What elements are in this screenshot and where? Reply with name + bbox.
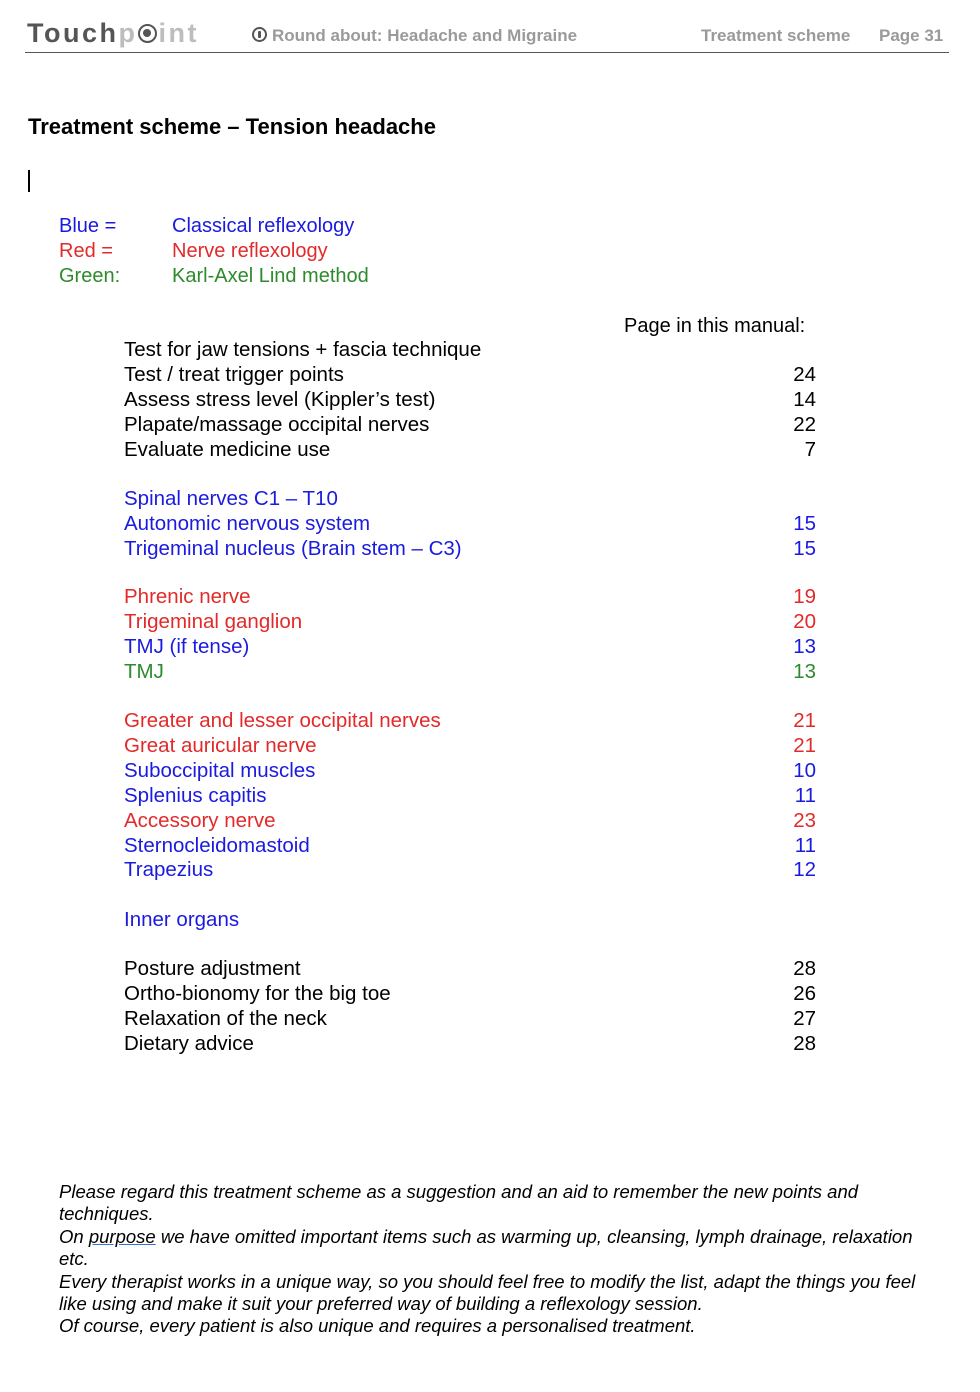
treatment-row: [124, 584, 816, 609]
treatment-label: Test for jaw tensions + fascia technique: [124, 338, 482, 361]
round-about-icon: [252, 27, 267, 42]
target-icon: [138, 24, 157, 43]
treatment-label: Great auricular nerve: [124, 734, 317, 757]
treatment-label: Ortho-bionomy for the big toe: [124, 982, 391, 1005]
treatment-page-number: 13: [793, 635, 816, 658]
treatment-row: [124, 857, 816, 882]
logo-int: int: [158, 18, 199, 48]
treatment-label: Accessory nerve: [124, 809, 276, 832]
legend-value: Classical reflexology: [172, 215, 355, 237]
treatment-page-number: 22: [793, 413, 816, 436]
page-header: [25, 14, 949, 53]
treatment-page-number: 7: [804, 438, 816, 461]
treatment-label: Sternocleidomastoid: [124, 834, 310, 857]
treatment-label: Dietary advice: [124, 1032, 254, 1055]
treatment-page-number: 21: [793, 734, 816, 757]
treatment-row: [124, 486, 816, 511]
treatment-page-number: 20: [793, 610, 816, 633]
treatment-page-number: 15: [793, 512, 816, 535]
header-page-number: Page 31: [879, 26, 944, 45]
treatment-page-number: 14: [793, 388, 816, 411]
treatment-label: Plapate/massage occipital nerves: [124, 413, 430, 436]
treatment-page-number: 12: [793, 858, 816, 881]
treatment-row: [124, 956, 816, 981]
treatment-page-number: 28: [793, 1032, 816, 1055]
treatment-label: Trigeminal ganglion: [124, 610, 303, 633]
treatment-label: TMJ: [124, 660, 164, 683]
treatment-row: [124, 362, 816, 387]
treatment-row: [124, 833, 816, 858]
note-line-2-rest: we have omitted important items such as warming up, cleansing, lymph drainage, relaxation etc.: [59, 1225, 913, 1270]
text-cursor: [28, 170, 30, 192]
treatment-row: [124, 659, 816, 684]
treatment-row: [124, 1031, 816, 1056]
treatment-label: Evaluate medicine use: [124, 438, 331, 461]
treatment-page-number: 11: [794, 784, 816, 807]
treatment-row: [124, 733, 816, 758]
logo-p: p: [118, 18, 138, 48]
treatment-row: [124, 634, 816, 659]
treatment-row: [124, 907, 816, 932]
logo-touch: Touch: [27, 18, 119, 48]
legend-key: Blue =: [59, 215, 117, 237]
note-line-4: Of course, every patient is also unique and requires a personalised treatment.: [59, 1315, 696, 1337]
header-title-text: Round about: Headache and Migraine: [272, 26, 578, 45]
treatment-page-number: 15: [793, 537, 816, 560]
treatment-label: Trapezius: [124, 858, 214, 881]
footnote: [59, 1181, 944, 1338]
treatment-row: [124, 609, 816, 634]
legend-row: [59, 214, 354, 238]
treatment-label: Test / treat trigger points: [124, 363, 344, 386]
treatment-page-number: 24: [793, 363, 816, 386]
legend-row: [59, 239, 328, 263]
treatment-label: Assess stress level (Kippler’s test): [124, 388, 436, 411]
legend-value: Karl-Axel Lind method: [172, 265, 369, 287]
legend-value: Nerve reflexology: [172, 240, 328, 262]
treatment-row: [124, 758, 816, 783]
treatment-page-number: 10: [793, 759, 816, 782]
treatment-label: Trigeminal nucleus (Brain stem – C3): [124, 537, 462, 560]
treatment-page-number: 19: [793, 585, 816, 608]
treatment-row: [124, 412, 816, 437]
treatment-row: [124, 437, 816, 462]
treatment-label: Posture adjustment: [124, 957, 301, 980]
note-line-2-start: On: [59, 1225, 84, 1247]
treatment-page-number: 21: [793, 709, 816, 732]
page-column-header: Page in this manual:: [624, 315, 806, 337]
treatment-page-number: 11: [794, 834, 816, 857]
treatment-row: [124, 337, 816, 362]
treatment-row: [124, 708, 816, 733]
treatment-label: Relaxation of the neck: [124, 1007, 327, 1030]
treatment-page-number: 26: [793, 982, 816, 1005]
treatment-label: Autonomic nervous system: [124, 512, 371, 535]
treatment-label: Phrenic nerve: [124, 585, 251, 608]
treatment-row: [124, 808, 816, 833]
header-section: Treatment scheme: [701, 26, 851, 45]
touchpoint-logo: [27, 18, 199, 49]
treatment-label: Inner organs: [124, 908, 240, 931]
legend-key: Green:: [59, 265, 121, 287]
note-line-2: [59, 1226, 944, 1271]
treatment-row: [124, 1006, 816, 1031]
treatment-row: [124, 387, 816, 412]
treatment-label: Splenius capitis: [124, 784, 267, 807]
treatment-page-number: 27: [793, 1007, 816, 1030]
treatment-row: [124, 511, 816, 536]
treatment-label: Suboccipital muscles: [124, 759, 316, 782]
treatment-page-number: 13: [793, 660, 816, 683]
note-underlined-word: purpose: [88, 1225, 156, 1247]
treatment-row: [124, 536, 816, 561]
treatment-page-number: 28: [793, 957, 816, 980]
treatment-row: [124, 783, 816, 808]
header-title: [252, 26, 577, 46]
page-title: Treatment scheme – Tension headache: [28, 114, 436, 139]
note-line-3: Every therapist works in a unique way, so you should feel free to modify the list, adapt the things you feel like using and make it suit your preferred way of building a reflexology session.: [59, 1270, 916, 1315]
treatment-row: [124, 981, 816, 1006]
treatment-label: TMJ (if tense): [124, 635, 250, 658]
note-line-1: Please regard this treatment scheme as a suggestion and an aid to remember the new points and techniques.: [59, 1181, 859, 1225]
treatment-label: Greater and lesser occipital nerves: [124, 709, 441, 732]
legend-key: Red =: [59, 240, 113, 262]
legend-row: [59, 264, 369, 288]
treatment-label: Spinal nerves C1 – T10: [124, 487, 338, 510]
treatment-page-number: 23: [793, 809, 816, 832]
